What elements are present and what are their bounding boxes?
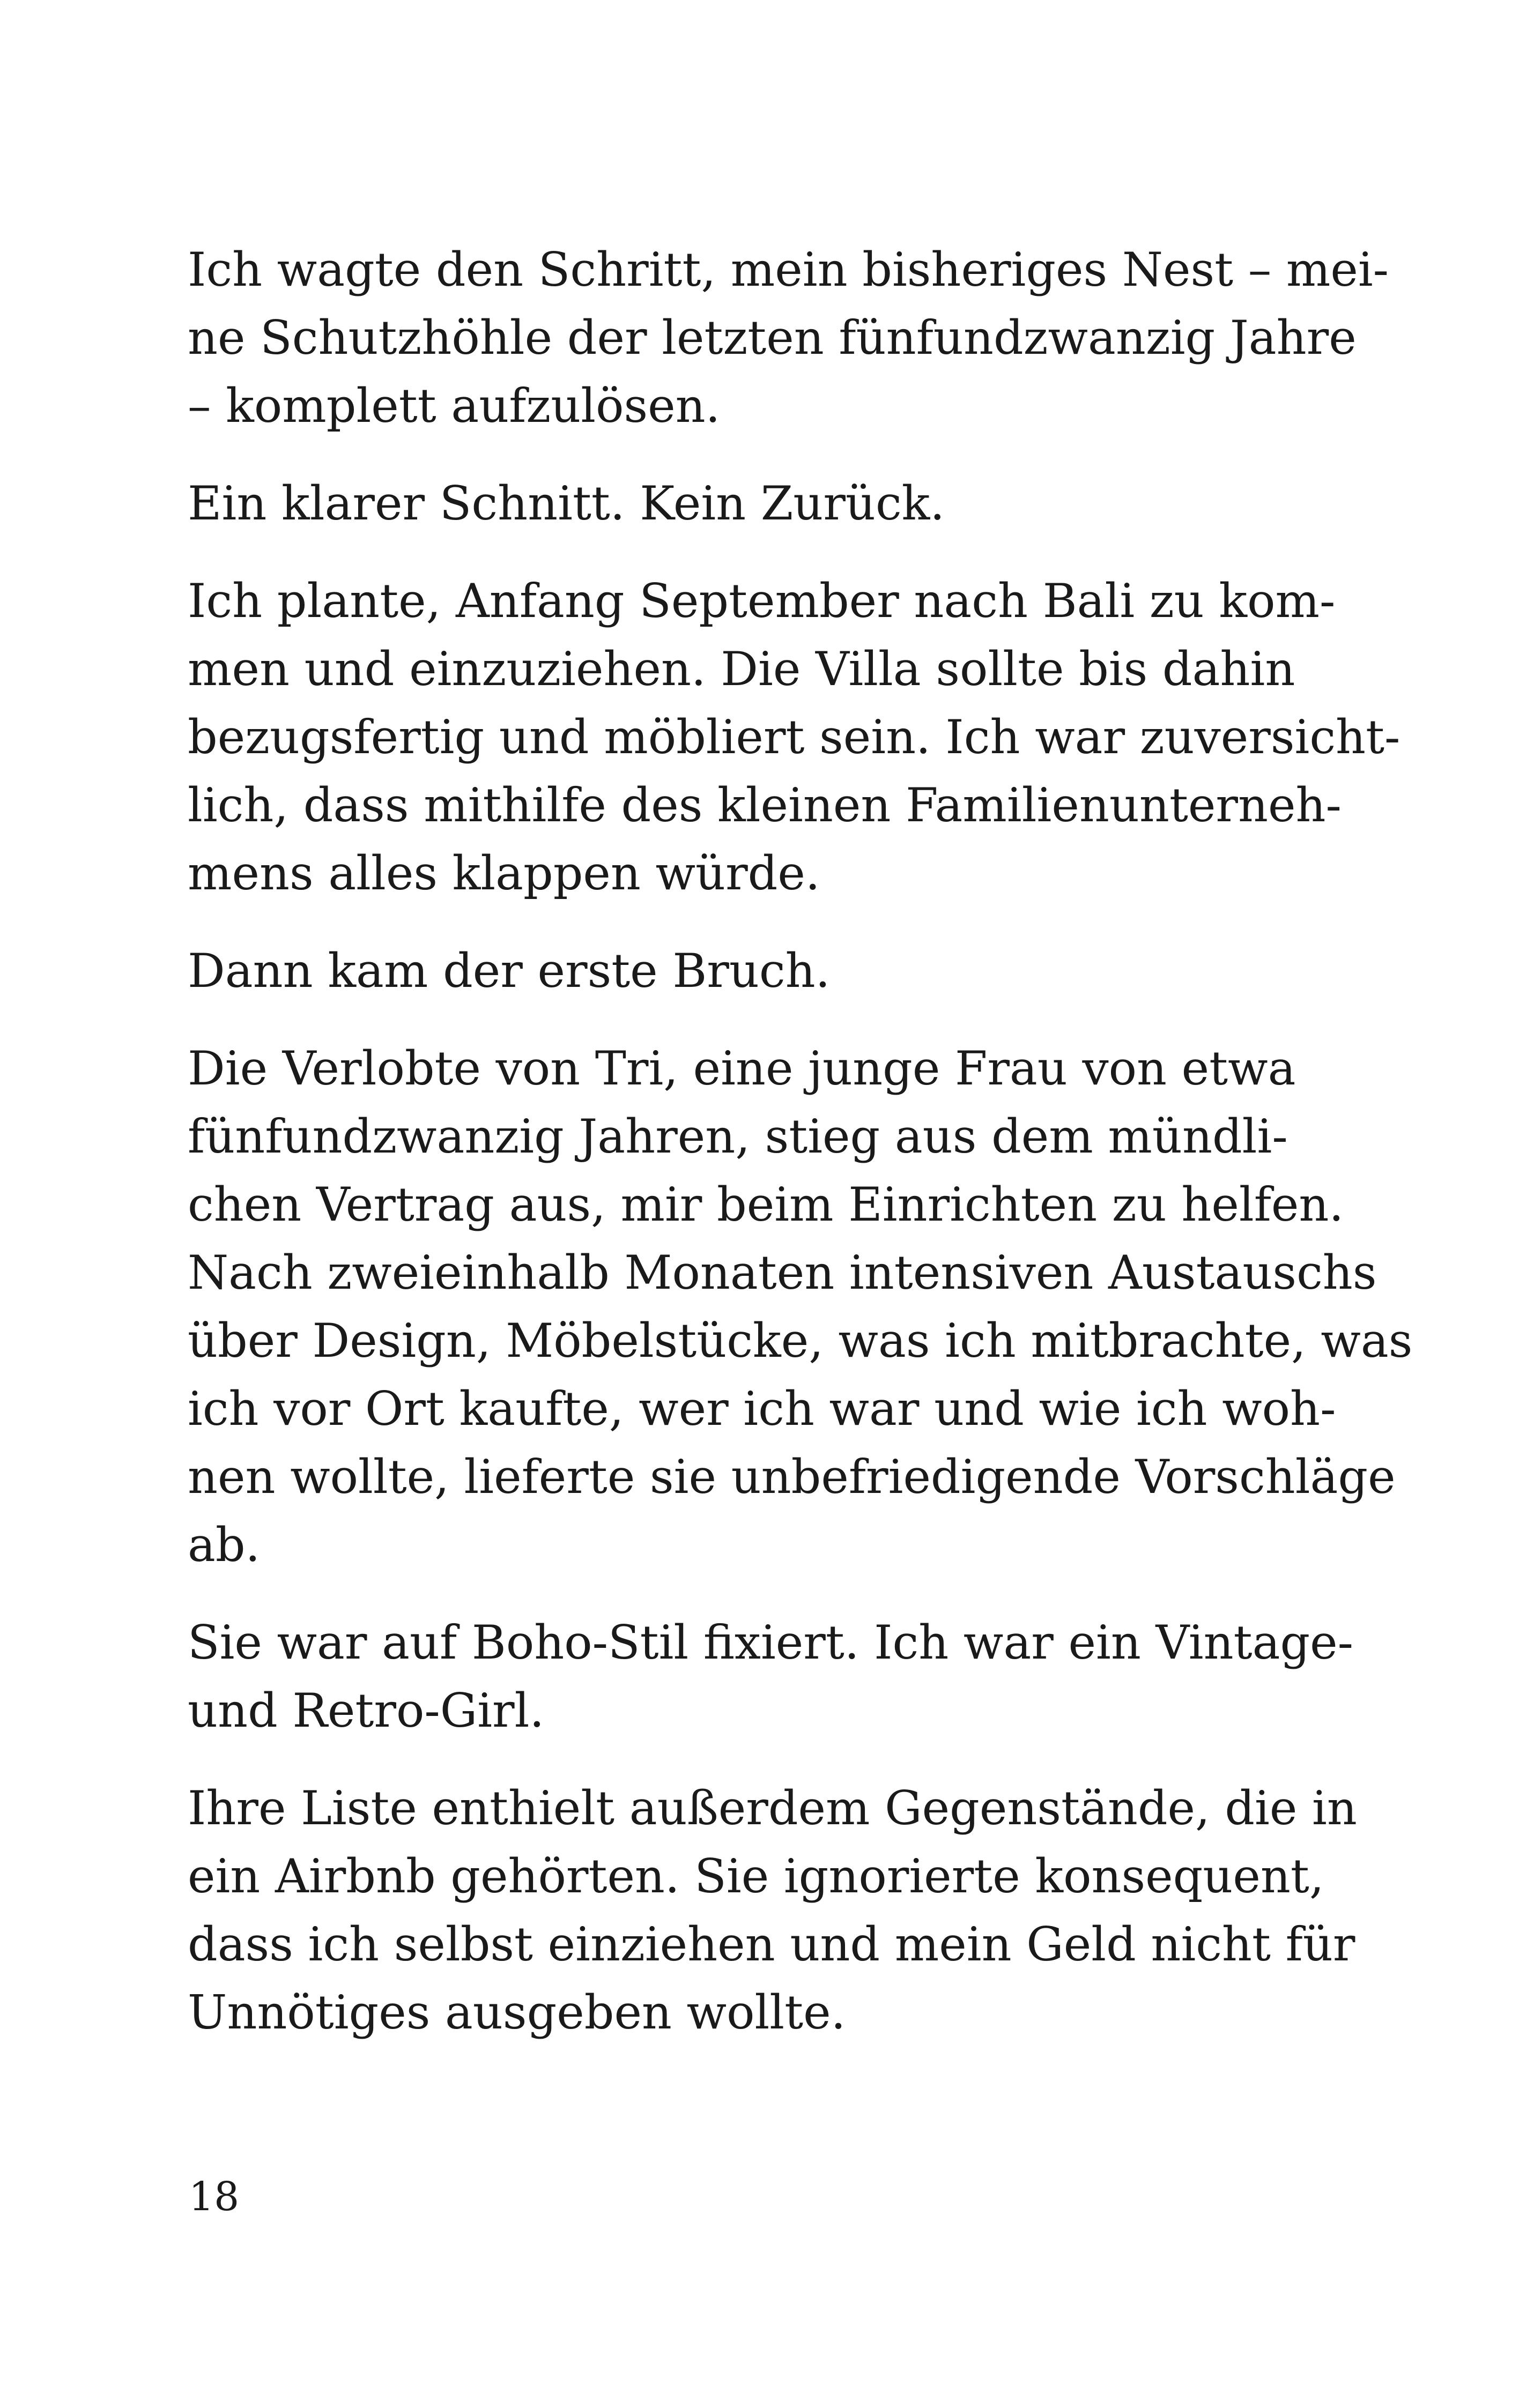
paragraph [188, 236, 1389, 440]
text-line: Die Verlobte von Tri, eine junge Frau von etwa [188, 1041, 1296, 1096]
body-text [188, 236, 1413, 2076]
text-line: dass ich selbst einziehen und mein Geld nicht für [188, 1917, 1355, 1972]
text-line: chen Vertrag aus, mir beim Einrichten zu helfen. [188, 1177, 1344, 1232]
paragraph [188, 1774, 1357, 2047]
paragraph [188, 1035, 1413, 1579]
paragraph [188, 1609, 1354, 1745]
text-line: ab. [188, 1518, 261, 1572]
paragraph [188, 937, 1298, 1005]
paragraph [188, 567, 1401, 908]
text-line: nen wollte, lieferte sie unbefriedigende Vorschläge [188, 1450, 1396, 1504]
text-line: fünfundzwanzig Jahren, stieg aus dem mündli- [188, 1109, 1288, 1164]
text-line: über Design, Möbelstücke, was ich mitbrachte, was [188, 1313, 1413, 1368]
text-line: ich vor Ort kaufte, wer ich war und wie ich woh- [188, 1381, 1336, 1436]
text-line: ne Schutzhöhle der letzten fünfundzwanzig Jahre [188, 310, 1357, 365]
text-line: Ihre Liste enthielt außerdem Gegenstände, die in [188, 1781, 1357, 1835]
page-number: 18 [189, 2174, 240, 2220]
text-line: Ein klarer Schnitt. Kein Zurück. [188, 476, 945, 531]
text-line: lich, dass mithilfe des kleinen Familienunterneh- [188, 778, 1342, 833]
text-line: Nach zweieinhalb Monaten intensiven Austauschs [188, 1245, 1377, 1300]
text-line: Ich wagte den Schritt, mein bisheriges Nest – mei- [188, 242, 1389, 297]
text-line: bezugsfertig und möbliert sein. Ich war zuversicht- [188, 710, 1401, 764]
text-line: Unnötiges ausgeben wollte. [188, 1985, 846, 2040]
text-line: Dann kam der erste Bruch. [188, 943, 831, 998]
text-line: Sie war auf Boho-Stil fixiert. Ich war ein Vintage- [188, 1615, 1354, 1670]
text-line: und Retro-Girl. [188, 1683, 545, 1738]
text-line: men und einzuziehen. Die Villa sollte bis dahin [188, 642, 1295, 696]
text-line: ein Airbnb gehörten. Sie ignorierte konsequent, [188, 1849, 1324, 1904]
text-line: Ich plante, Anfang September nach Bali zu kom- [188, 574, 1336, 628]
text-line: – komplett aufzulösen. [188, 378, 721, 433]
paragraph [188, 470, 1298, 538]
text-line: mens alles klappen würde. [188, 846, 820, 901]
